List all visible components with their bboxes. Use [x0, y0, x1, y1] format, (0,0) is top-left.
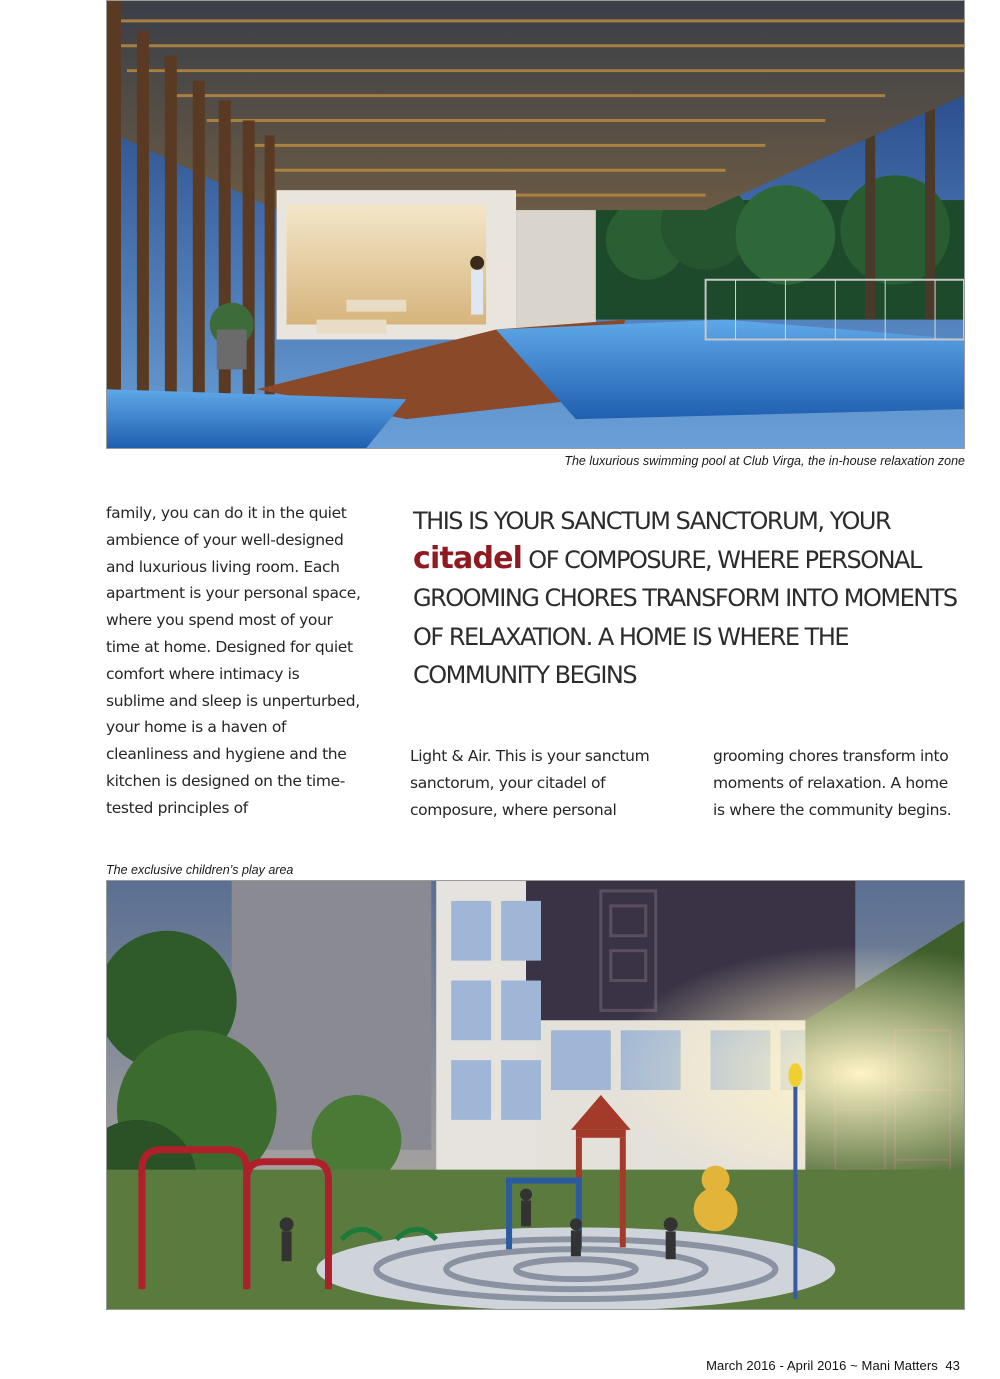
body-column-middle: Light & Air. This is your sanctum sanctorum, your citadel of composure, where personal: [410, 747, 650, 819]
footer-separator: ~: [850, 1358, 858, 1373]
play-area-photo: [106, 880, 965, 1310]
body-column-right: grooming chores transform into moments of relaxation. A home is where the community begins.: [713, 747, 952, 819]
play-area-caption: The exclusive children’s play area: [106, 863, 294, 877]
footer-issue: March 2016 - April 2016: [706, 1358, 847, 1373]
pull-quote-highlight: citadel: [413, 541, 523, 577]
pull-quote: [413, 502, 973, 694]
body-column-left: family, you can do it in the quiet ambience of your well-designed and luxurious living room. Each apartment is your personal space, where you spend most of your time at home. Designed for quiet comfort where intimacy is sublime and sleep is unperturbed, your home is a haven of cleanliness and hygiene and the kitchen is designed on the time-tested principles of: [106, 504, 361, 817]
footer-publication: Mani Matters: [861, 1358, 938, 1373]
page-number: 43: [945, 1358, 960, 1373]
pool-caption: The luxurious swimming pool at Club Virga, the in-house relaxation zone: [564, 454, 965, 468]
page-footer: [706, 1358, 960, 1373]
pull-quote-before: THIS IS YOUR SANCTUM SANCTORUM, YOUR: [413, 507, 891, 535]
pull-quote-after: OF COMPOSURE, WHERE PERSONAL GROOMING CHORES TRANSFORM INTO MOMENTS OF RELAXATION. A HOME IS WHERE THE COMMUNITY BEGINS: [413, 546, 957, 689]
pool-photo: [106, 0, 965, 449]
